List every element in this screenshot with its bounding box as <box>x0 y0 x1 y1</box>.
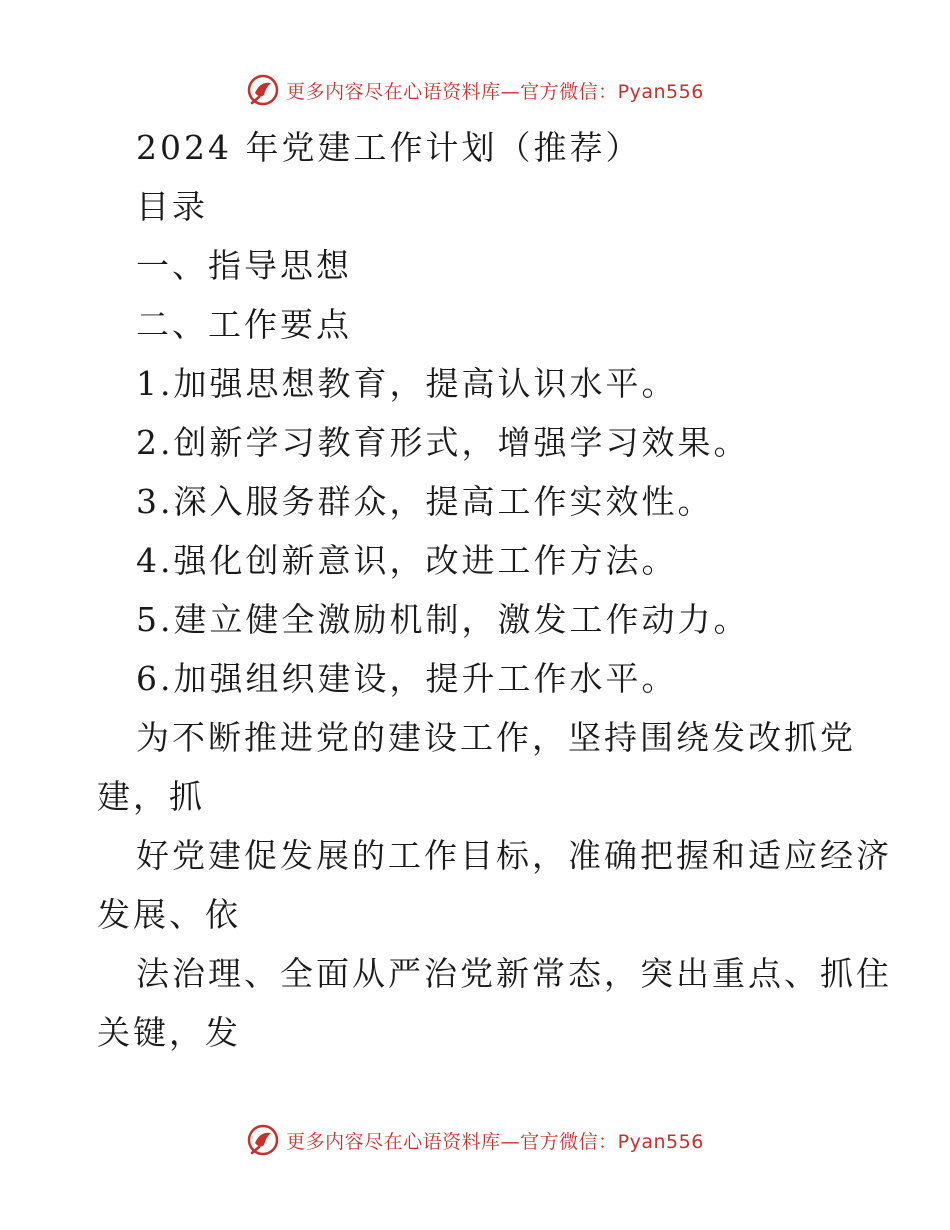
document-title: 2024 年党建工作计划（推荐） <box>136 128 642 167</box>
document-body <box>97 118 897 1062</box>
toc-heading: 目录 <box>136 187 208 226</box>
footer-watermark-text: 更多内容尽在心语资料库—官方微信：Pyan556 <box>286 1130 704 1153</box>
header-watermark-banner <box>0 70 950 110</box>
paragraph-line: 法治理、全面从严治党新常态，突出重点、抓住 <box>136 954 892 993</box>
list-item: 1.加强思想教育，提高认识水平。 <box>136 364 678 403</box>
logo-icon <box>246 1123 280 1157</box>
logo-icon <box>246 73 280 107</box>
list-item: 5.建立健全激励机制，激发工作动力。 <box>136 600 750 639</box>
list-item: 4.强化创新意识，改进工作方法。 <box>136 541 678 580</box>
paragraph-line: 关键，发 <box>97 1013 241 1052</box>
paragraph-line: 好党建促发展的工作目标，准确把握和适应经济 <box>136 836 892 875</box>
list-item: 2.创新学习教育形式，增强学习效果。 <box>136 423 750 462</box>
list-item: 3.深入服务群众，提高工作实效性。 <box>136 482 714 521</box>
footer-watermark-banner <box>0 1120 950 1160</box>
section-heading: 二、工作要点 <box>136 305 352 344</box>
paragraph-line: 发展、依 <box>97 895 241 934</box>
paragraph-line: 建，抓 <box>97 777 205 816</box>
header-watermark-text: 更多内容尽在心语资料库—官方微信：Pyan556 <box>286 80 704 103</box>
list-item: 6.加强组织建设，提升工作水平。 <box>136 659 678 698</box>
paragraph-line: 为不断推进党的建设工作，坚持围绕发改抓党 <box>136 718 856 757</box>
section-heading: 一、指导思想 <box>136 246 352 285</box>
